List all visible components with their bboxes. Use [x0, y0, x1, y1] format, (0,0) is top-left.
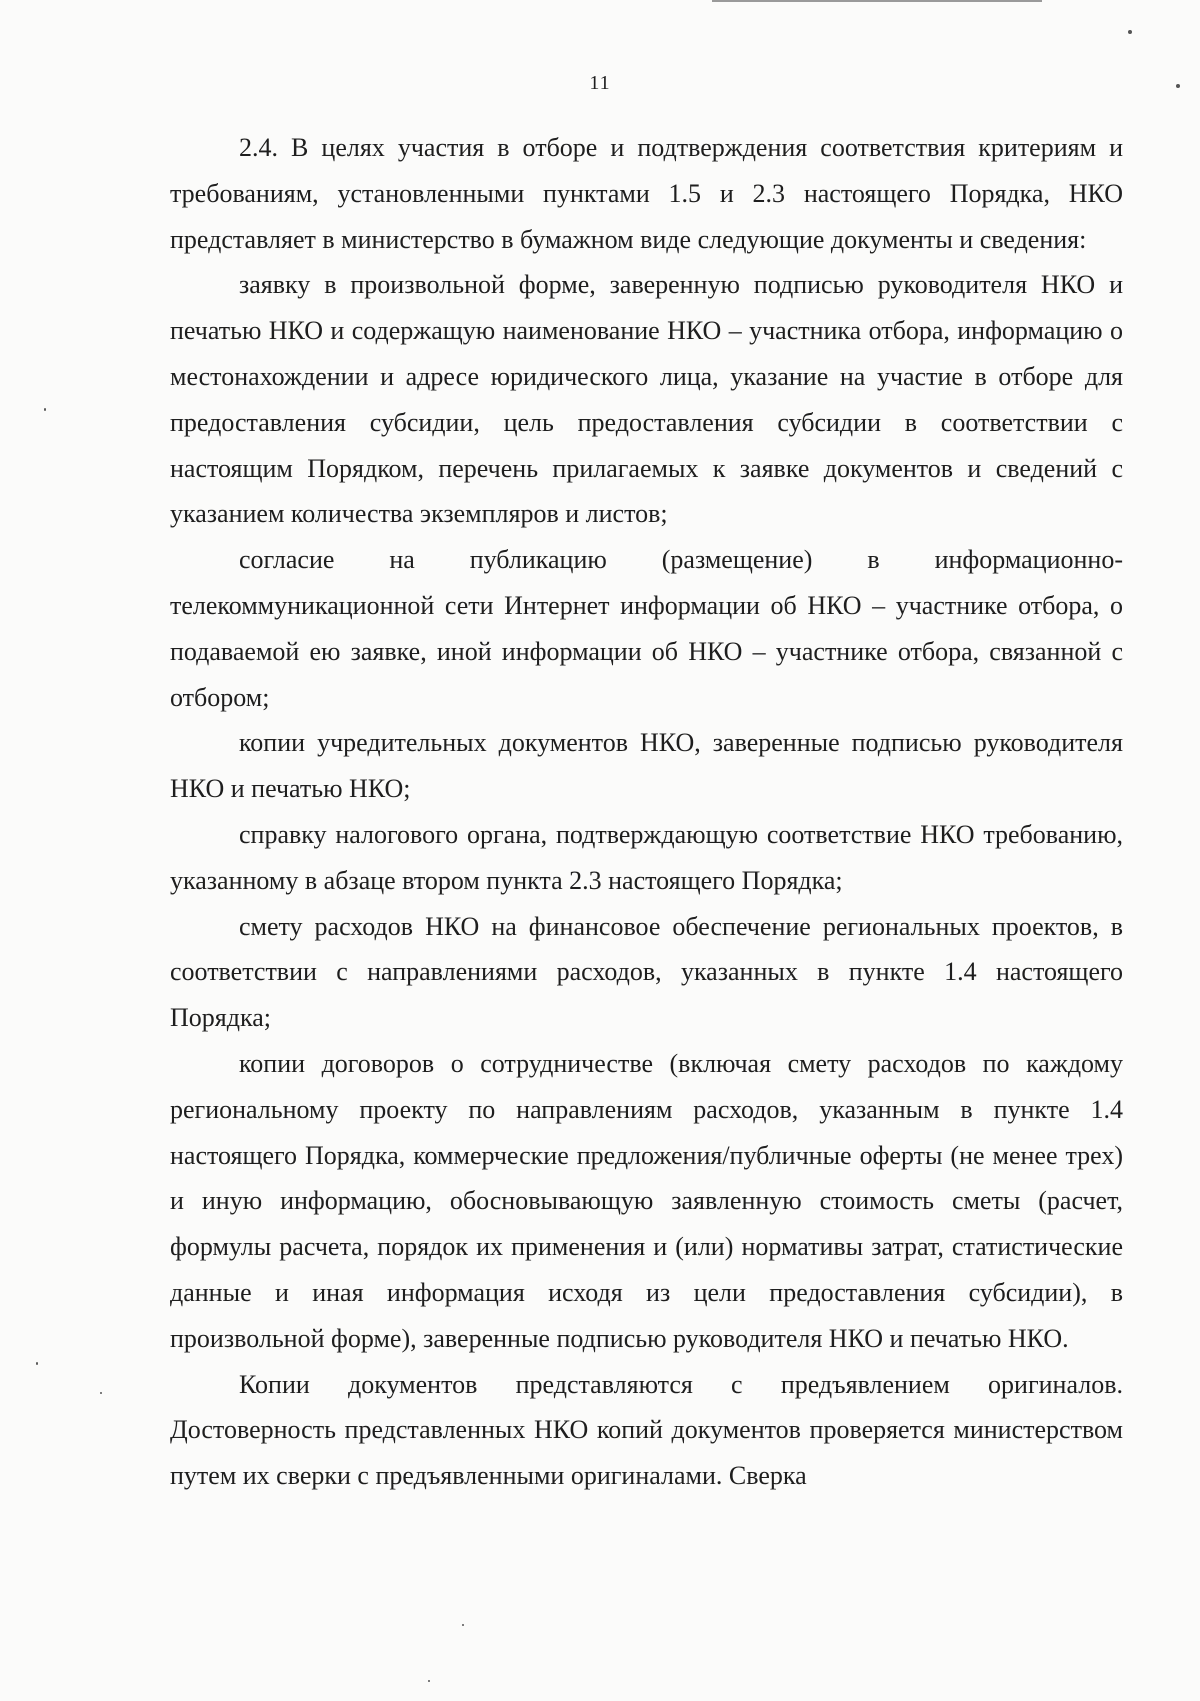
paragraph-tax-certificate: справку налогового органа, подтверждающую соответствие НКО требованию, указанному в абзаце втором пункта 2.3 настоящего Порядка;: [170, 819, 1123, 895]
paragraph-consent-publication: согласие на публикацию (размещение) в информационно-телекоммуникационной сети Интернет информации об НКО – участнике отбора, о подаваемой ею заявке, иной информации об НКО – участнике отбора, связанной с отбором;: [170, 545, 1123, 712]
document-body: [170, 125, 1123, 1499]
scan-speck: [1128, 30, 1132, 34]
scan-speck: [36, 1362, 38, 1365]
scan-speck: [1176, 84, 1180, 88]
scan-speck: [100, 1392, 102, 1394]
paragraph-2-4-intro: 2.4. В целях участия в отборе и подтверждения соответствия критериям и требованиям, установленными пунктами 1.5 и 2.3 настоящего Порядка, НКО представляет в министерство в бумажном виде следующие документы и сведения:: [170, 133, 1123, 254]
paragraph-founding-documents: копии учредительных документов НКО, заверенные подписью руководителя НКО и печатью НКО;: [170, 728, 1123, 804]
scan-speck: [462, 1624, 464, 1626]
paragraph-cooperation-agreements: копии договоров о сотрудничестве (включая смету расходов по каждому региональному проекту по направлениям расходов, указанным в пункте 1.4 настоящего Порядка, коммерческие предложения/публичные оферты (не менее трех) и иную информацию, обосновывающую заявленную стоимость сметы (расчет, формулы расчета, порядок их применения и (или) нормативы затрат, статистические данные и иная информация исходя из цели предоставления субсидии), в произвольной форме), заверенные подписью руководителя НКО и печатью НКО.: [170, 1048, 1123, 1353]
scan-edge-line: [712, 0, 1042, 2]
scan-speck: [428, 1680, 430, 1682]
paragraph-copies-verification: Копии документов представляются с предъявлением оригиналов. Достоверность представленных НКО копий документов проверяется министерством путем их сверки с предъявленными оригиналами. Сверка: [170, 1369, 1123, 1491]
scan-speck: [44, 408, 46, 411]
paragraph-cost-estimate: смету расходов НКО на финансовое обеспечение региональных проектов, в соответствии с направлениями расходов, указанных в пункте 1.4 настоящего Порядка;: [170, 911, 1123, 1033]
paragraph-application: заявку в произвольной форме, заверенную подписью руководителя НКО и печатью НКО и содержащую наименование НКО – участника отбора, информацию о местонахождении и адресе юридического лица, указание на участие в отборе для предоставления субсидии, цель предоставления субсидии в соответствии с настоящим Порядком, перечень прилагаемых к заявке документов и сведений с указанием количества экземпляров и листов;: [170, 270, 1123, 529]
page-number: 11: [589, 72, 611, 94]
